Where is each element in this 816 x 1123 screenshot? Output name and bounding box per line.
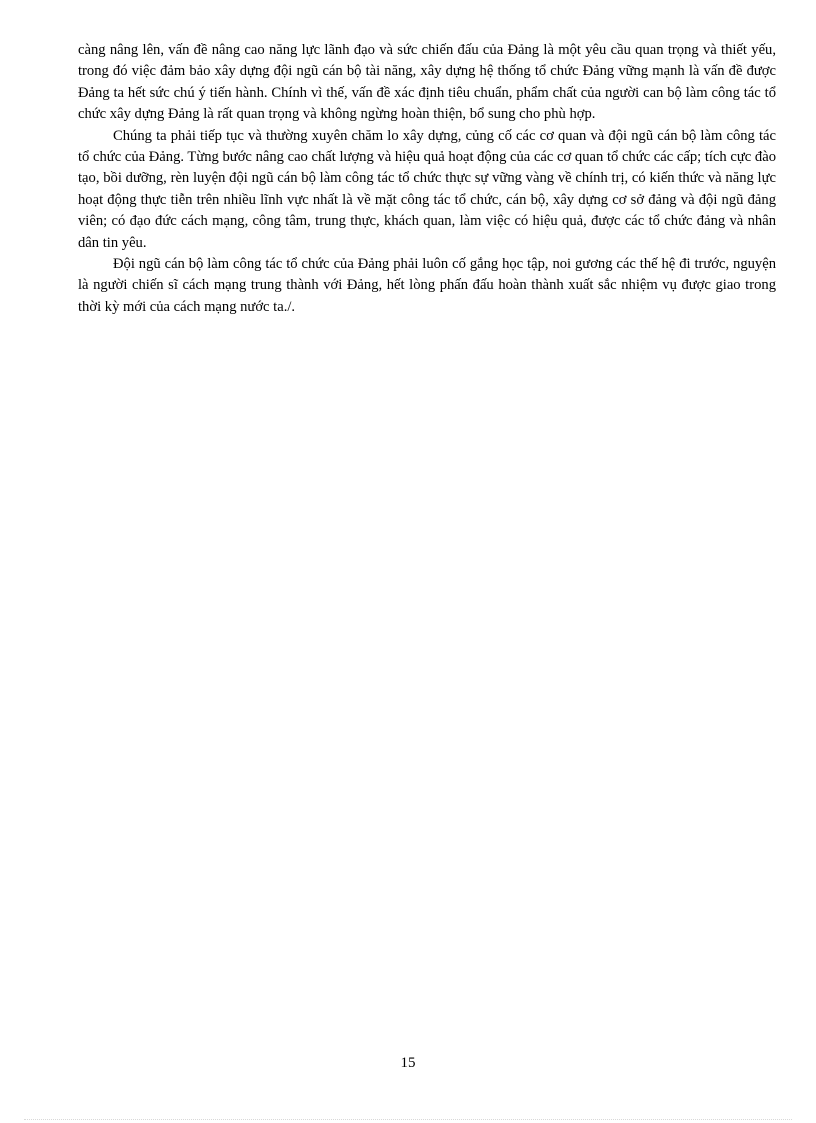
page-number: 15 bbox=[400, 1055, 416, 1071]
paragraph-1: càng nâng lên, vấn đề nâng cao năng lực lãnh đạo và sức chiến đấu của Đảng là một yêu cầu quan trọng và thiết yếu, trong đó việc đảm bảo xây dựng đội ngũ cán bộ tài năng, xây dựng hệ thống tổ chức Đảng vững mạnh là vấn đề được Đảng ta hết sức chú ý tiến hành. Chính vì thế, vấn đề xác định tiêu chuẩn, phẩm chất của người can bộ làm công tác tổ chức xây dựng Đảng là rất quan trọng và không ngừng hoàn thiện, bổ sung cho phù hợp. bbox=[78, 42, 776, 123]
paragraph-2: Chúng ta phải tiếp tục và thường xuyên chăm lo xây dựng, củng cố các cơ quan và đội ngũ cán bộ làm công tác tổ chức của Đảng. Từng bước nâng cao chất lượng và hiệu quả hoạt động của các cơ quan tổ chức các cấp; tích cực đào tạo, bồi dưỡng, rèn luyện đội ngũ cán bộ làm công tác tổ chức thực sự vững vàng về chính trị, có kiến thức và năng lực hoạt động thực tiễn trên nhiều lĩnh vực nhất là về mặt công tác tổ chức, cán bộ, xây dựng cơ sở đảng và đội ngũ đảng viên; có đạo đức cách mạng, công tâm, trung thực, khách quan, làm việc có hiệu quả, được các tổ chức đảng và nhân dân tin yêu. bbox=[78, 127, 776, 251]
paragraph-3: Đội ngũ cán bộ làm công tác tổ chức của Đảng phải luôn cố gắng học tập, noi gương các thế hệ đi trước, nguyện là người chiến sĩ cách mạng trung thành với Đảng, hết lòng phấn đấu hoàn thành xuất sắc nhiệm vụ được giao trong thời kỳ mới của cách mạng nước ta./. bbox=[78, 256, 776, 315]
document-body bbox=[78, 40, 776, 318]
page-bottom-divider bbox=[24, 1119, 792, 1120]
